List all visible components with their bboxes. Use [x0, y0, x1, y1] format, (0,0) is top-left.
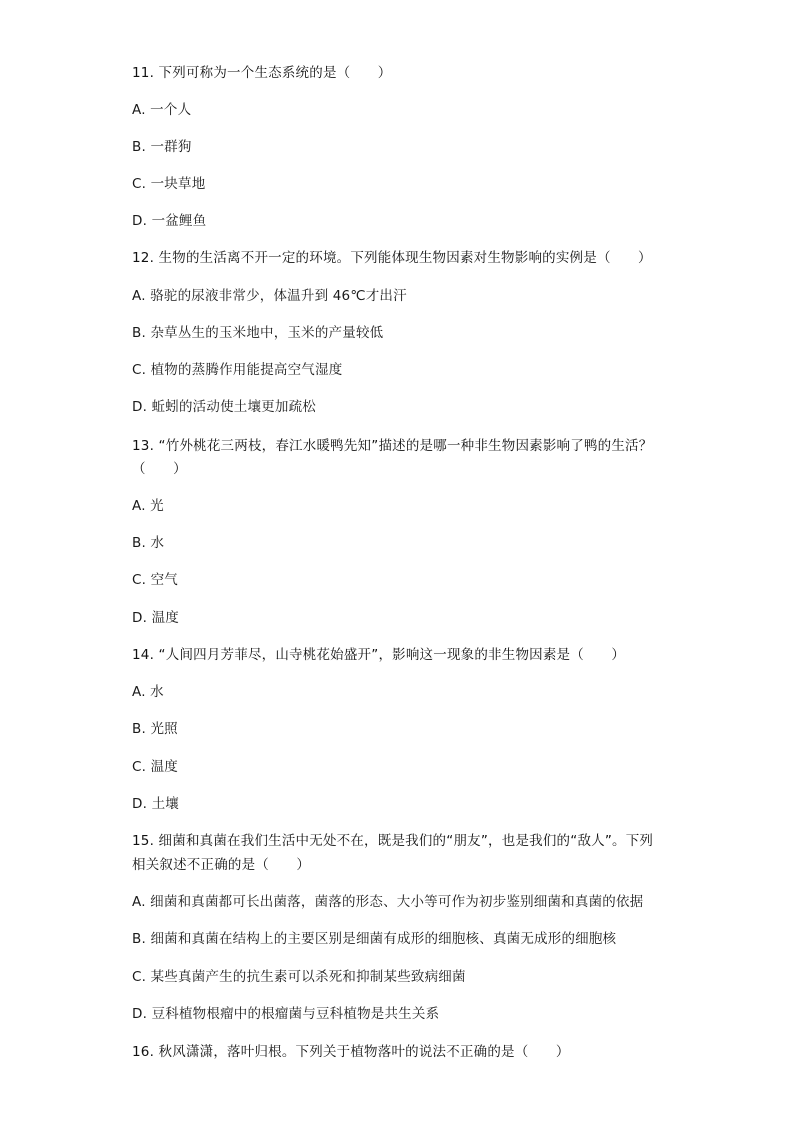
question-13-option-a: A. 光	[132, 498, 164, 514]
question-11-option-c: C. 一块草地	[132, 176, 206, 192]
question-13-option-d: D. 温度	[132, 610, 179, 626]
question-14-option-c: C. 温度	[132, 759, 179, 775]
question-12-stem: 12. 生物的生活离不开一定的环境。下列能体现生物因素对生物影响的实例是（ ）	[132, 250, 652, 266]
question-14-stem: 14. “人间四月芳菲尽，山寺桃花始盛开”，影响这一现象的非生物因素是（ ）	[132, 647, 626, 663]
question-12-option-a: A. 骆驼的尿液非常少，体温升到 46℃才出汗	[132, 288, 407, 304]
question-15-stem-line-2: 相关叙述不正确的是（ ）	[132, 857, 311, 873]
question-12-option-d: D. 蚯蚓的活动使土壤更加疏松	[132, 399, 316, 415]
question-15-option-a: A. 细菌和真菌都可长出菌落，菌落的形态、大小等可作为初步鉴别细菌和真菌的依据	[132, 894, 644, 910]
question-16-stem: 16. 秋风潇潇，落叶归根。下列关于植物落叶的说法不正确的是（ ）	[132, 1044, 570, 1060]
question-13-option-b: B. 水	[132, 535, 165, 551]
question-15-stem-line-1: 15. 细菌和真菌在我们生活中无处不在，既是我们的“朋友”，也是我们的“敌人”。下列	[132, 833, 654, 849]
question-13-stem-line-1: 13. “竹外桃花三两枝，春江水暖鸭先知”描述的是哪一种非生物因素影响了鸭的生活？	[132, 438, 653, 454]
question-15-option-b: B. 细菌和真菌在结构上的主要区别是细菌有成形的细胞核、真菌无成形的细胞核	[132, 931, 617, 947]
question-14-option-a: A. 水	[132, 684, 164, 700]
question-12-option-b: B. 杂草丛生的玉米地中，玉米的产量较低	[132, 325, 384, 341]
question-11-option-b: B. 一群狗	[132, 139, 192, 155]
question-15-option-d: D. 豆科植物根瘤中的根瘤菌与豆科植物是共生关系	[132, 1006, 440, 1022]
question-13-stem-line-2: （ ）	[132, 461, 187, 477]
question-13-option-c: C. 空气	[132, 572, 179, 588]
question-14-option-b: B. 光照	[132, 721, 178, 737]
question-11-option-d: D. 一盆鲤鱼	[132, 213, 207, 229]
question-14-option-d: D. 土壤	[132, 796, 179, 812]
question-11-stem: 11. 下列可称为一个生态系统的是（ ）	[132, 65, 392, 81]
question-11-option-a: A. 一个人	[132, 102, 192, 118]
question-15-option-c: C. 某些真菌产生的抗生素可以杀死和抑制某些致病细菌	[132, 969, 466, 985]
question-12-option-c: C. 植物的蒸腾作用能提高空气湿度	[132, 362, 343, 378]
